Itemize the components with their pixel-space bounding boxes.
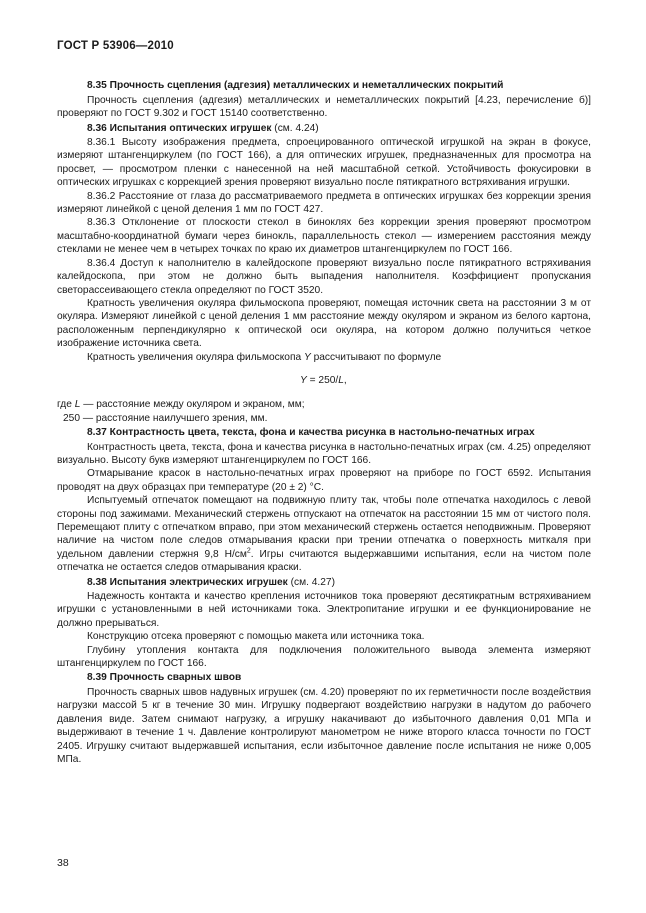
page-number: 38 (57, 857, 69, 869)
standard-header: ГОСТ Р 53906—2010 (57, 40, 174, 52)
section-8-37-title: 8.37 Контрастность цвета, текста, фона и качества рисунка в настольно-печатных играх (87, 427, 535, 439)
para-8-37-3-pre: Испытуемый отпечаток помещают на подвижную плиту так, чтобы поле отпечатка находилось с левой стороны под зажимами. Механический стержень отпускают на отпечаток на расстоянии 15 мм от чистого поля. Перемещают плиту с отпечатком вправо, при этом механический стержень остается неподвижным. Проверяют наличие на чистом поле следов отмарывания краски при трении отпечатка о поверхность миткаля при удельном давлении стержня 9,8 Н/см (57, 495, 591, 560)
para-8-36-2: 8.36.2 Расстояние от глаза до рассматриваемого предмета в оптических игрушках без коррекции зрения измеряют линейкой с ценой деления 1 мм по ГОСТ 427. (57, 190, 591, 216)
formula-end: , (343, 374, 347, 386)
section-8-38-title (57, 576, 591, 589)
para-8-37-1: Контрастность цвета, текста, фона и качества рисунка в настольно-печатных играх (см. 4.25) определяют визуально. Высоту букв измеряют штангенциркулем по ГОСТ 166. (57, 441, 591, 466)
def-l-post: — расстояние между окуляром и экраном, мм; (80, 399, 305, 411)
section-8-35-title: 8.35 Прочность сцепления (адгезия) металлических и неметаллических покрытий (87, 80, 504, 92)
para-8-37-2: Отмарывание красок в настольно-печатных играх проверяют на приборе по ГОСТ 6592. Испытания проводят на двух образцах при температуре (20 ± 2) °С. (57, 468, 591, 493)
para-8-39-1: Прочность сварных швов надувных игрушек (см. 4.20) проверяют по их герметичности после воздействия нагрузки массой 5 кг в течение 30 мин. Игрушку подвергают воздействию нагрузки в надутом до рабочего давления виде. Затем снимают нагрузку, а игрушку накачивают до избыточного давления 0,01 МПа и выдерживают в течение 1 ч. Давление контролируют манометром не ниже второго класса точности по ГОСТ 2405. Игрушку считают выдержавшей испытания, если избыточное давление после испытания не ниже 0,005 МПа. (57, 686, 591, 765)
formula-mid: = 250/ (306, 374, 339, 386)
definition-250: 250 — расстояние наилучшего зрения, мм. (63, 412, 268, 424)
section-8-35-text: Прочность сцепления (адгезия) металлических и неметаллических покрытий [4.23, перечисление б)] проверяют по ГОСТ 9.302 и ГОСТ 15140 соответственно. (57, 94, 591, 120)
section-8-36-ref: (см. 4.24) (271, 122, 319, 134)
formula-l: L (338, 374, 344, 386)
para-8-37-3 (57, 494, 591, 574)
para-8-37-3-post: . Игры считаются выдержавшими испытания, если на чистом поле отпечатка не остается следов отмарывания краски. (57, 548, 591, 574)
para-8-36-3: 8.36.3 Отклонение от плоскости стекол в биноклях без коррекции зрения проверяют просмотром масштабно-координатной бумаги через бинокль, параллельность стекол — измерением расстояния между стеклами не менее чем в четырех точках по краю их диаметров штангенциркулем по ГОСТ 166. (57, 217, 591, 256)
formula (57, 374, 591, 387)
para-8-38-1: Надежность контакта и качество крепления источников тока проверяют десятикратным встряхиванием игрушки с установленными в ней источниками тока. Электропитание игрушки и ее функционирование не должно прерываться. (57, 591, 591, 629)
para-8-37-3-sup: 2 (246, 547, 251, 555)
para-filmscope-magnification: Кратность увеличения окуляра фильмоскопа проверяют, помещая источник света на расстоянии 3 м от окуляра. Измеряют линейкой с ценой деления 1 мм расстояние между окуляром и экраном из белого картона, расположенным перпендикулярно к оптической оси окуляра, на котором должно получиться четкое изображение источника света. (57, 297, 591, 350)
formula-intro-var: Y (303, 351, 311, 363)
section-8-38-title-text: 8.38 Испытания электрических игрушек (87, 576, 288, 588)
formula-y: Y (300, 374, 307, 386)
para-8-36-4: 8.36.4 Доступ к наполнителю в калейдоскопе проверяют визуально после пятикратного встряхивания калейдоскопа, при этом не должно быть выпадения наполнителя. Коэффициент пропускания светорассеивающего стекла определяют по ГОСТ 3520. (57, 257, 591, 296)
para-formula-intro (57, 351, 591, 364)
section-8-36-title (57, 122, 591, 135)
section-8-36-title-text: 8.36 Испытания оптических игрушек (87, 122, 272, 134)
para-8-38-3: Глубину утопления контакта для подключения положительного вывода элемента измеряют штангенциркулем по ГОСТ 166. (57, 644, 591, 670)
section-8-39-title: 8.39 Прочность сварных швов (87, 672, 242, 684)
para-8-36-1: 8.36.1 Высоту изображения предмета, спроецированного оптической игрушкой на экран в фокусе, измеряют штангенциркулем (по ГОСТ 166), а для оптических игрушек, предназначенных для просмотра на просвет, — просмотром пленки с нанесенной на ней масштабной сеткой. Устойчивость фокусировки в оптических игрушках с коррекцией зрения проверяют визуально после пятикратного встряхивания игрушки. (57, 137, 591, 189)
para-8-38-2: Конструкцию отсека проверяют с помощью макета или источника тока. (87, 631, 425, 643)
formula-intro-pre: Кратность увеличения окуляра фильмоскопа (87, 351, 304, 363)
formula-intro-post: рассчитывают по формуле (310, 351, 442, 363)
def-l-var: L (74, 399, 81, 411)
section-8-38-ref: (см. 4.27) (287, 576, 335, 588)
def-l-pre: где (57, 399, 75, 411)
document-page (57, 40, 591, 766)
definition-l (57, 398, 591, 411)
